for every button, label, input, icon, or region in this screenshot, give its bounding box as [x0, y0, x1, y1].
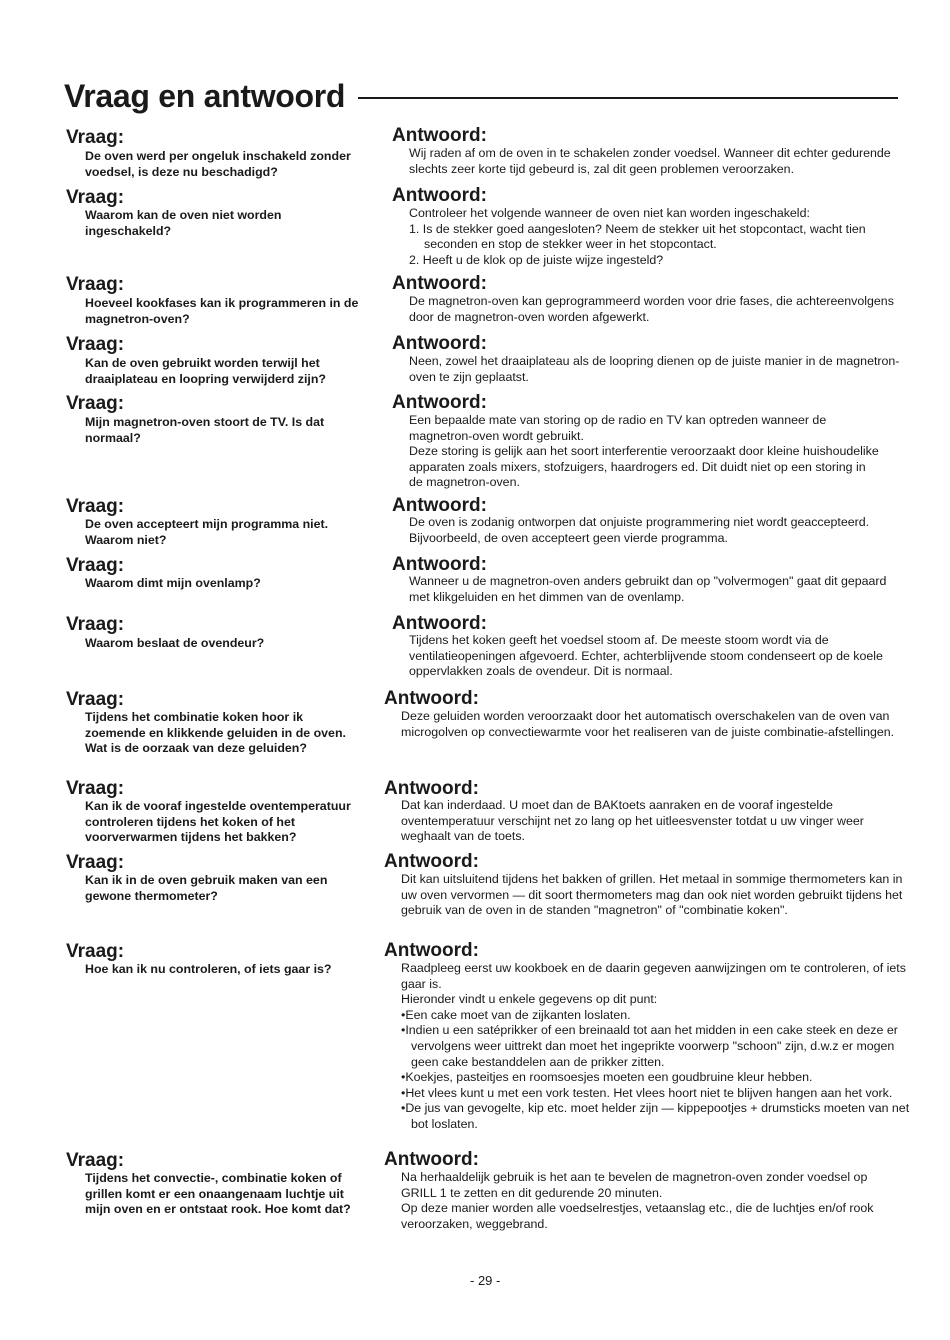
antwoord-paragraph: De oven is zodanig ontworpen dat onjuiste programmering niet wordt geaccepteerd. Bijvoorbeeld, de oven accepteert geen vierde programma.: [409, 515, 870, 545]
vraag-text: Tijdens het combinatie koken hoor ik zoemende en klikkende geluiden in de oven. Wat is de oorzaak van deze geluiden?: [85, 710, 346, 756]
vraag-label: Vraag:: [66, 941, 125, 962]
antwoord-label: Antwoord:: [384, 851, 479, 872]
antwoord-label: Antwoord:: [392, 495, 487, 516]
antwoord-label: Antwoord:: [392, 613, 487, 634]
antwoord-label: Antwoord:: [384, 940, 479, 961]
antwoord-paragraph: Na herhaaldelijk gebruik is het aan te bevelen de magnetron-oven zonder voedsel op GRILL 1 te zetten en dit gedurende 20 minuten.: [401, 1170, 868, 1200]
antwoord-paragraph: Wij raden af om de oven in te schakelen zonder voedsel. Wanneer dit echter gedurende slechts zeer korte tijd gebeurd is, zal dit geen problemen veroorzaken.: [409, 146, 891, 176]
antwoord-label: Antwoord:: [384, 1149, 479, 1170]
antwoord-paragraph: 1. Is de stekker goed aangesloten? Neem de stekker uit het stopcontact, wacht tien seconden en stop de stekker weer in het stopcontact.: [409, 221, 866, 252]
antwoord-paragraph: Op deze manier worden alle voedselrestjes, vetaanslag etc., die de luchtjes en/of rook veroorzaken, weggebrand.: [401, 1201, 874, 1231]
antwoord-text: [409, 413, 879, 491]
antwoord-text: [409, 206, 901, 268]
antwoord-text: [409, 633, 901, 680]
vraag-text: Tijdens het convectie-, combinatie koken of grillen komt er een onaangenaam luchtje uit mijn oven en er ontstaat rook. Hoe komt dat?: [85, 1171, 351, 1217]
vraag-label: Vraag:: [66, 555, 125, 576]
antwoord-bullet: •Een cake moet van de zijkanten loslaten.: [401, 1007, 631, 1022]
antwoord-label: Antwoord:: [392, 273, 487, 294]
vraag-label: Vraag:: [66, 127, 125, 148]
page-title: Vraag en antwoord: [64, 78, 346, 114]
antwoord-text: [409, 294, 901, 325]
antwoord-text: [409, 354, 901, 385]
antwoord-label: Antwoord:: [384, 688, 479, 709]
title-rule: [358, 97, 898, 99]
antwoord-paragraph: Controleer het volgende wanneer de oven niet kan worden ingeschakeld:: [409, 206, 810, 220]
vraag-text: Waarom dimt mijn ovenlamp?: [85, 576, 261, 590]
antwoord-text: [409, 574, 901, 605]
antwoord-paragraph: Raadpleeg eerst uw kookboek en de daarin gegeven aanwijzingen om te controleren, of iets gaar is.: [401, 961, 906, 991]
antwoord-paragraph: Deze storing is gelijk aan het soort interferentie veroorzaakt door kleine huishoudelike apparaten zoals mixers, stofzuigers, haardrogers ed. Dit duidt niet op een storing in de magnetron-oven.: [409, 444, 879, 490]
antwoord-paragraph: Dat kan inderdaad. U moet dan de BAKtoets aanraken en de vooraf ingestelde oventemperatuur verschijnt net zo lang op het uitleesvenster totdat u uw vinger weer weghaalt van de toets.: [401, 798, 864, 844]
vraag-label: Vraag:: [66, 852, 125, 873]
antwoord-bullet: •De jus van gevogelte, kip etc. moet helder zijn — kippepootjes + drumsticks moeten van net bot loslaten.: [401, 1101, 910, 1131]
antwoord-label: Antwoord:: [392, 554, 487, 575]
antwoord-label: Antwoord:: [392, 333, 487, 354]
vraag-text: Mijn magnetron-oven stoort de TV. Is dat normaal?: [85, 415, 325, 445]
vraag-label: Vraag:: [66, 393, 125, 414]
vraag-text: Waarom beslaat de ovendeur?: [85, 636, 265, 650]
antwoord-paragraph: Hieronder vindt u enkele gegevens op dit punt:: [401, 992, 658, 1007]
vraag-label: Vraag:: [66, 496, 125, 517]
vraag-label: Vraag:: [66, 187, 125, 208]
antwoord-bullet: •Indien u een satéprikker of een breinaald tot aan het midden in een cake steek en deze er vervolgens weer uittrekt dan moet het ingeprikte voorwerp "schoon" zijn, d.w.z er mogen geen cake bestanddelen aan de prikker zitten.: [401, 1023, 898, 1069]
antwoord-label: Antwoord:: [392, 392, 487, 413]
vraag-text: Kan ik in de oven gebruik maken van een gewone thermometer?: [85, 873, 328, 903]
vraag-label: Vraag:: [66, 1150, 125, 1171]
antwoord-bullet: •Koekjes, pasteitjes en roomsoesjes moeten een goudbruine kleur hebben.: [401, 1070, 813, 1085]
vraag-label: Vraag:: [66, 334, 125, 355]
antwoord-paragraph: Tijdens het koken geeft het voedsel stoom af. De meeste stoom wordt via de ventilatieopeningen afgevoerd. Echter, achterblijvende stoom condenseert op de koele oppervlakken zoals de ovendeur. Dit is normaal.: [409, 633, 883, 679]
vraag-text: Kan ik de vooraf ingestelde oventemperatuur controleren tijdens het koken of het voorverwarmen tijdens het bakken?: [85, 799, 351, 845]
antwoord-paragraph: Een bepaalde mate van storing op de radio en TV kan optreden wanneer de magnetron-oven wordt gebruikt.: [409, 413, 827, 443]
page-number: - 29 -: [470, 1273, 501, 1288]
antwoord-paragraph: Dit kan uitsluitend tijdens het bakken of grillen. Het metaal in sommige thermometers kan in uw oven vervormen — dit soort thermometers mag dan ook niet worden gebruikt tijdens het gebruik van de oven in de standen "magnetron" of "combinatie koken".: [401, 872, 903, 918]
vraag-text: De oven accepteert mijn programma niet. Waarom niet?: [85, 517, 329, 547]
antwoord-paragraph: Deze geluiden worden veroorzaakt door het automatisch overschakelen van de oven van microgolven op convectiewarmte voor het realiseren van de juiste combinatie-afstellingen.: [401, 709, 895, 739]
antwoord-paragraph: De magnetron-oven kan geprogrammeerd worden voor drie fases, die achtereenvolgens door de magnetron-oven worden afgewerkt.: [409, 294, 894, 324]
vraag-text: De oven werd per ongeluk inschakeld zonder voedsel, is deze nu beschadigd?: [85, 149, 351, 179]
vraag-text: Kan de oven gebruikt worden terwijl het draaiplateau en loopring verwijderd zijn?: [85, 356, 326, 386]
antwoord-paragraph: Wanneer u de magnetron-oven anders gebruikt dan op "volvermogen" gaat dit gepaard met klikgeluiden en het dimmen van de ovenlamp.: [409, 574, 887, 604]
antwoord-text: [401, 1170, 901, 1232]
antwoord-text: [401, 872, 911, 919]
vraag-label: Vraag:: [66, 274, 125, 295]
vraag-text: Hoe kan ik nu controleren, of iets gaar is?: [85, 962, 332, 976]
antwoord-label: Antwoord:: [392, 125, 487, 146]
antwoord-paragraph: Neen, zowel het draaiplateau als de loopring dienen op de juiste manier in de magnetron-oven te zijn geplaatst.: [409, 354, 900, 384]
antwoord-text: [401, 961, 913, 1133]
antwoord-label: Antwoord:: [384, 778, 479, 799]
antwoord-text: [409, 146, 901, 177]
vraag-text: Waarom kan de oven niet worden ingeschakeld?: [85, 208, 282, 238]
vraag-label: Vraag:: [66, 614, 125, 635]
antwoord-text: [409, 515, 909, 546]
vraag-text: Hoeveel kookfases kan ik programmeren in de magnetron-oven?: [85, 296, 359, 326]
vraag-label: Vraag:: [66, 778, 125, 799]
antwoord-bullet: •Het vlees kunt u met een vork testen. Het vlees hoort niet te blijven hangen aan het vork.: [401, 1085, 893, 1100]
antwoord-label: Antwoord:: [392, 185, 487, 206]
antwoord-text: [401, 798, 901, 845]
vraag-label: Vraag:: [66, 689, 125, 710]
antwoord-text: [401, 709, 901, 740]
antwoord-paragraph: 2. Heeft u de klok op de juiste wijze ingesteld?: [409, 252, 664, 267]
